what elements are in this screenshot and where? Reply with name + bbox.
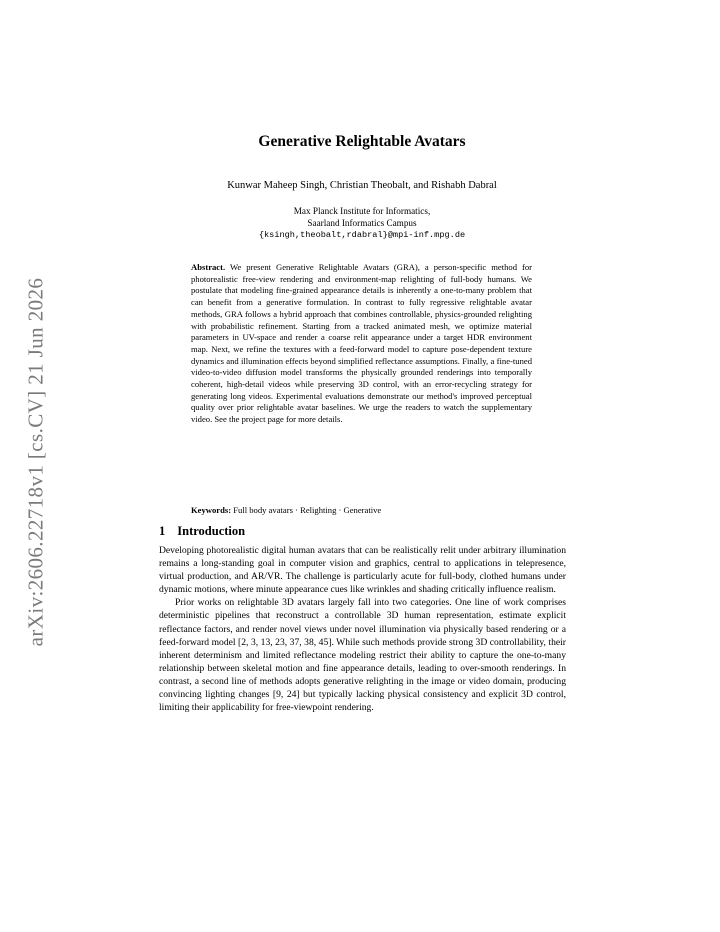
section-heading	[159, 524, 245, 539]
paragraph: Prior works on relightable 3D avatars largely fall into two categories. One line of work comprises deterministic pipelines that reconstruct a controllable 3D human representation, estimate explicit reflectance factors, and render novel views under novel illumination via physically based rendering or a feed-forward model [2, 3, 13, 23, 37, 38, 45]. While such methods provide strong 3D controllability, their inherent determinism and limited reflectance modeling restrict their ability to capture the one-to-many relationship between skeletal motion and fine appearance details, leading to over-smooth renderings. In contrast, a second line of methods adopts generative relighting in the image or video domain, producing convincing lighting changes [9, 24] but typically lacking physical consistency and explicit 3D control, limiting their applicability for free-viewpoint rendering.	[159, 597, 566, 714]
arxiv-identifier: arXiv:2606.22718v1 [cs.CV] 21 Jun 2026	[23, 277, 48, 647]
author-list: Kunwar Maheep Singh, Christian Theobalt, and Rishabh Dabral	[227, 180, 497, 191]
keywords-label: Keywords:	[191, 505, 232, 515]
abstract-label: Abstract.	[191, 262, 226, 272]
section-title: Introduction	[177, 524, 246, 538]
abstract	[191, 262, 532, 426]
arxiv-stamp	[22, 262, 50, 662]
affiliation-line-2: Saarland Informatics Campus	[307, 218, 417, 228]
keywords-text: Full body avatars · Relighting · Generative	[233, 505, 382, 515]
paragraph: Developing photorealistic digital human avatars that can be realistically relit under arbitrary illumination remains a long-standing goal in computer vision and graphics, central to applications in telepresence, virtual production, and AR/VR. The challenge is particularly acute for full-body, clothed humans under dynamic motions, where minute appearance cues like wrinkles and shading critically influence realism.	[159, 545, 566, 596]
abstract-text: We present Generative Relightable Avatars (GRA), a person-specific method for photorealistic free-view rendering and environment-map relighting of full-body humans. We postulate that modeling fine-grained appearance details is inherently a one-to-many problem that can benefit from a generative formulation. In contrast to fully regressive relightable avatar methods, GRA follows a hybrid approach that combines controllable, physics-grounded relighting with probabilistic refinement. Starting from a tracked animated mesh, we optimize material parameters in UV-space and render a coarse relit appearance under a target HDR environment map. Next, we refine the textures with a feed-forward model to capture pose-dependent texture dynamics and illumination effects beyond simplified reflectance assumptions. Finally, a fine-tuned video-to-video diffusion model transforms the physically grounded renderings into temporally coherent, high-detail videos while preserving 3D control, with an error-recycling strategy for generating long videos. Experimental evaluations demonstrate our method's improved perceptual quality over prior relightable avatar baselines. We urge the readers to watch the supplementary video. See the project page for more details.	[191, 262, 532, 425]
paper-title: Generative Relightable Avatars	[258, 133, 466, 150]
keywords	[191, 505, 532, 517]
body-text	[159, 544, 566, 714]
section-number: 1	[159, 524, 166, 538]
affiliation-block	[0, 205, 720, 241]
author-emails: {ksingh,theobalt,rdabral}@mpi-inf.mpg.de	[258, 230, 466, 240]
affiliation-line-1: Max Planck Institute for Informatics,	[293, 206, 431, 216]
